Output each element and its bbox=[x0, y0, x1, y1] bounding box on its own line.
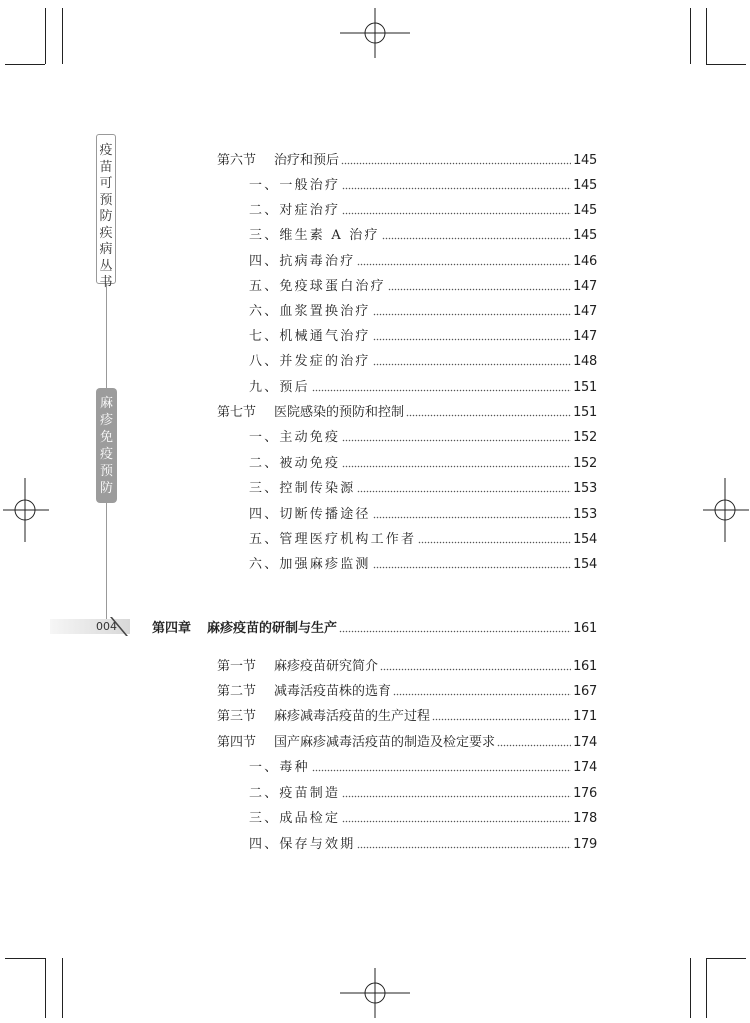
toc-item-row[interactable]: 九、预后 151 bbox=[249, 380, 597, 395]
leader-dots bbox=[373, 362, 571, 366]
leader-dots bbox=[342, 464, 571, 468]
toc-item-row[interactable]: 一、主动免疫 152 bbox=[249, 430, 597, 445]
leader-dots bbox=[342, 438, 571, 442]
leader-dots bbox=[342, 794, 571, 798]
toc-item-row[interactable]: 六、加强麻疹监测 154 bbox=[249, 557, 597, 572]
registration-mark-left bbox=[3, 478, 49, 542]
spine-line bbox=[106, 284, 107, 388]
leader-dots bbox=[432, 717, 571, 721]
toc-section-row[interactable]: 第一节 麻疹疫苗研究简介 161 bbox=[217, 659, 597, 674]
leader-dots bbox=[312, 768, 571, 772]
toc-section-row[interactable]: 第六节 治疗和预后 145 bbox=[217, 153, 597, 168]
page-number: 004 bbox=[96, 620, 117, 633]
toc-item-row[interactable]: 一、一般治疗 145 bbox=[249, 178, 597, 193]
toc-section-row[interactable]: 第七节 医院感染的预防和控制 151 bbox=[217, 405, 597, 420]
toc-item-row[interactable]: 五、免疫球蛋白治疗 147 bbox=[249, 279, 597, 294]
leader-dots bbox=[341, 161, 571, 165]
leader-dots bbox=[342, 819, 571, 823]
leader-dots bbox=[406, 413, 571, 417]
toc-item-row[interactable]: 三、维生素 A 治疗 145 bbox=[249, 228, 597, 243]
leader-dots bbox=[342, 211, 571, 215]
leader-dots bbox=[393, 692, 571, 696]
registration-mark-bottom bbox=[340, 968, 410, 1018]
toc-item-row[interactable]: 七、机械通气治疗 147 bbox=[249, 329, 597, 344]
toc-item-row[interactable]: 一、毒种 174 bbox=[249, 760, 597, 775]
leader-dots bbox=[418, 540, 571, 544]
leader-dots bbox=[312, 388, 571, 392]
toc-item-row[interactable]: 四、保存与效期 179 bbox=[249, 837, 597, 852]
leader-dots bbox=[388, 287, 571, 291]
leader-dots bbox=[373, 515, 571, 519]
leader-dots bbox=[357, 845, 571, 849]
toc-item-row[interactable]: 六、血浆置换治疗 147 bbox=[249, 304, 597, 319]
toc-item-row[interactable]: 四、切断传播途径 153 bbox=[249, 507, 597, 522]
leader-dots bbox=[357, 489, 571, 493]
toc-section-row[interactable]: 第三节 麻疹减毒活疫苗的生产过程 171 bbox=[217, 709, 597, 724]
leader-dots bbox=[342, 186, 571, 190]
leader-dots bbox=[373, 565, 571, 569]
toc-item-row[interactable]: 二、被动免疫 152 bbox=[249, 456, 597, 471]
series-title: 疫 苗 可 预 防 疾 病 丛 书 bbox=[96, 134, 116, 284]
toc-section-row[interactable]: 第二节 减毒活疫苗株的选育 167 bbox=[217, 684, 597, 699]
leader-dots bbox=[382, 236, 571, 240]
leader-dots bbox=[373, 312, 571, 316]
toc-item-row[interactable]: 三、控制传染源 153 bbox=[249, 481, 597, 496]
toc-item-row[interactable]: 八、并发症的治疗 148 bbox=[249, 354, 597, 369]
leader-dots bbox=[357, 262, 571, 266]
toc-item-row[interactable]: 四、抗病毒治疗 146 bbox=[249, 254, 597, 269]
leader-dots bbox=[380, 667, 571, 671]
toc-item-row[interactable]: 三、成品检定 178 bbox=[249, 811, 597, 826]
leader-dots bbox=[373, 337, 571, 341]
registration-mark-right bbox=[703, 478, 749, 542]
toc-item-row[interactable]: 五、管理医疗机构工作者 154 bbox=[249, 532, 597, 547]
toc-section-row[interactable]: 第四节 国产麻疹减毒活疫苗的制造及检定要求 174 bbox=[217, 735, 597, 750]
toc-item-row[interactable]: 二、疫苗制造 176 bbox=[249, 786, 597, 801]
registration-mark-top bbox=[340, 8, 410, 58]
leader-dots bbox=[339, 629, 571, 633]
toc-chapter-row[interactable]: 第四章 麻疹疫苗的研制与生产 161 bbox=[152, 621, 597, 636]
spine-line-lower bbox=[106, 503, 107, 619]
topic-tab: 麻 疹 免 疫 预 防 bbox=[96, 388, 117, 503]
toc-item-row[interactable]: 二、对症治疗 145 bbox=[249, 203, 597, 218]
leader-dots bbox=[497, 743, 571, 747]
